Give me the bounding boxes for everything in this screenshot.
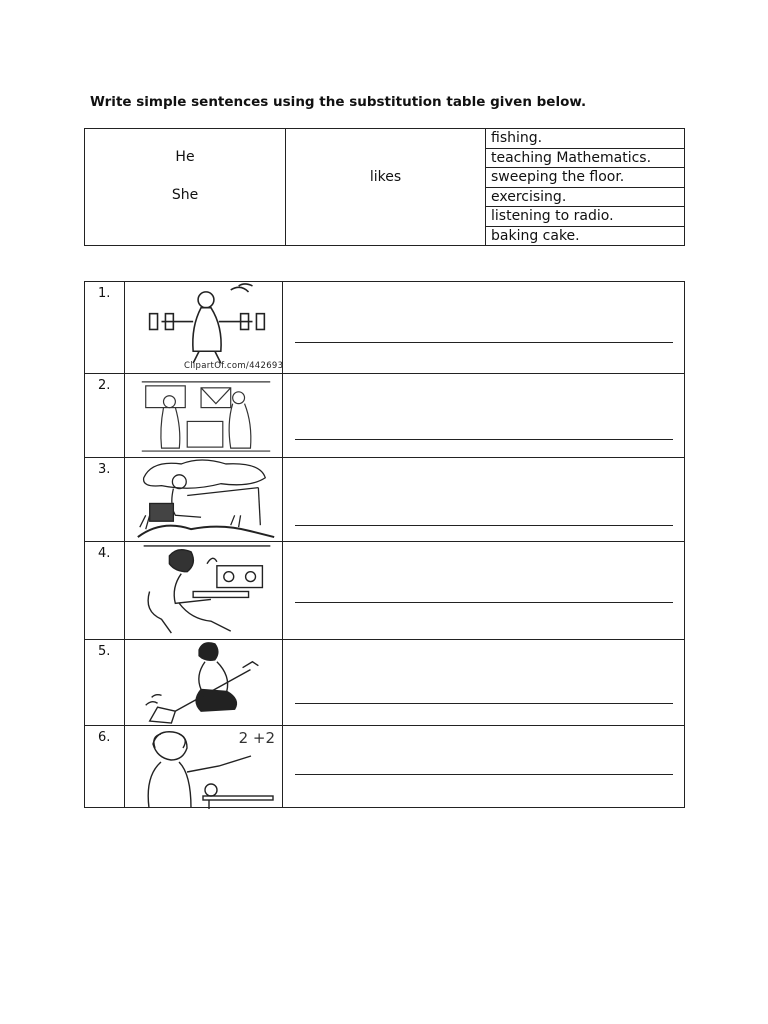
subject-column <box>85 129 286 245</box>
answer-line[interactable] <box>295 525 673 526</box>
answer-line[interactable] <box>295 342 673 343</box>
math-problem-text: 2 +2 <box>238 729 275 747</box>
exercise-row <box>85 542 684 640</box>
verb-column <box>286 129 486 245</box>
woman-sweeping-floor-icon <box>131 640 281 725</box>
object-column <box>486 129 685 245</box>
man-exercising-dumbbells-icon <box>131 282 284 373</box>
object-option: teaching Mathematics. <box>486 149 685 169</box>
instruction-heading: Write simple sentences using the substitution table given below. <box>90 94 587 110</box>
exercise-row <box>85 458 684 542</box>
exercise-number: 6. <box>98 730 111 745</box>
answer-line[interactable] <box>295 439 673 440</box>
answer-line[interactable] <box>295 774 673 775</box>
exercise-number: 5. <box>98 644 111 659</box>
exercise-row <box>85 282 684 374</box>
exercise-number: 2. <box>98 378 111 393</box>
exercise-row <box>85 374 684 458</box>
woman-listening-to-radio-icon <box>131 542 281 639</box>
object-option: sweeping the floor. <box>486 168 685 188</box>
subject-he: He <box>175 149 195 165</box>
substitution-table <box>84 128 685 246</box>
teacher-teaching-mathematics-icon <box>131 726 281 809</box>
exercise-number: 3. <box>98 462 111 477</box>
answer-line[interactable] <box>295 703 673 704</box>
exercise-number: 4. <box>98 546 111 561</box>
exercise-row <box>85 640 684 726</box>
clipart-credit: ClipartOf.com/442693 <box>184 361 284 371</box>
object-option: fishing. <box>486 129 685 149</box>
people-baking-in-kitchen-icon <box>131 374 281 457</box>
subject-she: She <box>171 187 199 203</box>
object-option: exercising. <box>486 188 685 208</box>
exercise-table <box>84 281 685 808</box>
man-fishing-icon <box>131 458 281 541</box>
exercise-row <box>85 726 684 809</box>
object-option: baking cake. <box>491 227 580 244</box>
object-option: listening to radio. <box>486 207 685 227</box>
answer-line[interactable] <box>295 602 673 603</box>
exercise-number: 1. <box>98 286 111 301</box>
verb-likes: likes <box>369 169 402 185</box>
